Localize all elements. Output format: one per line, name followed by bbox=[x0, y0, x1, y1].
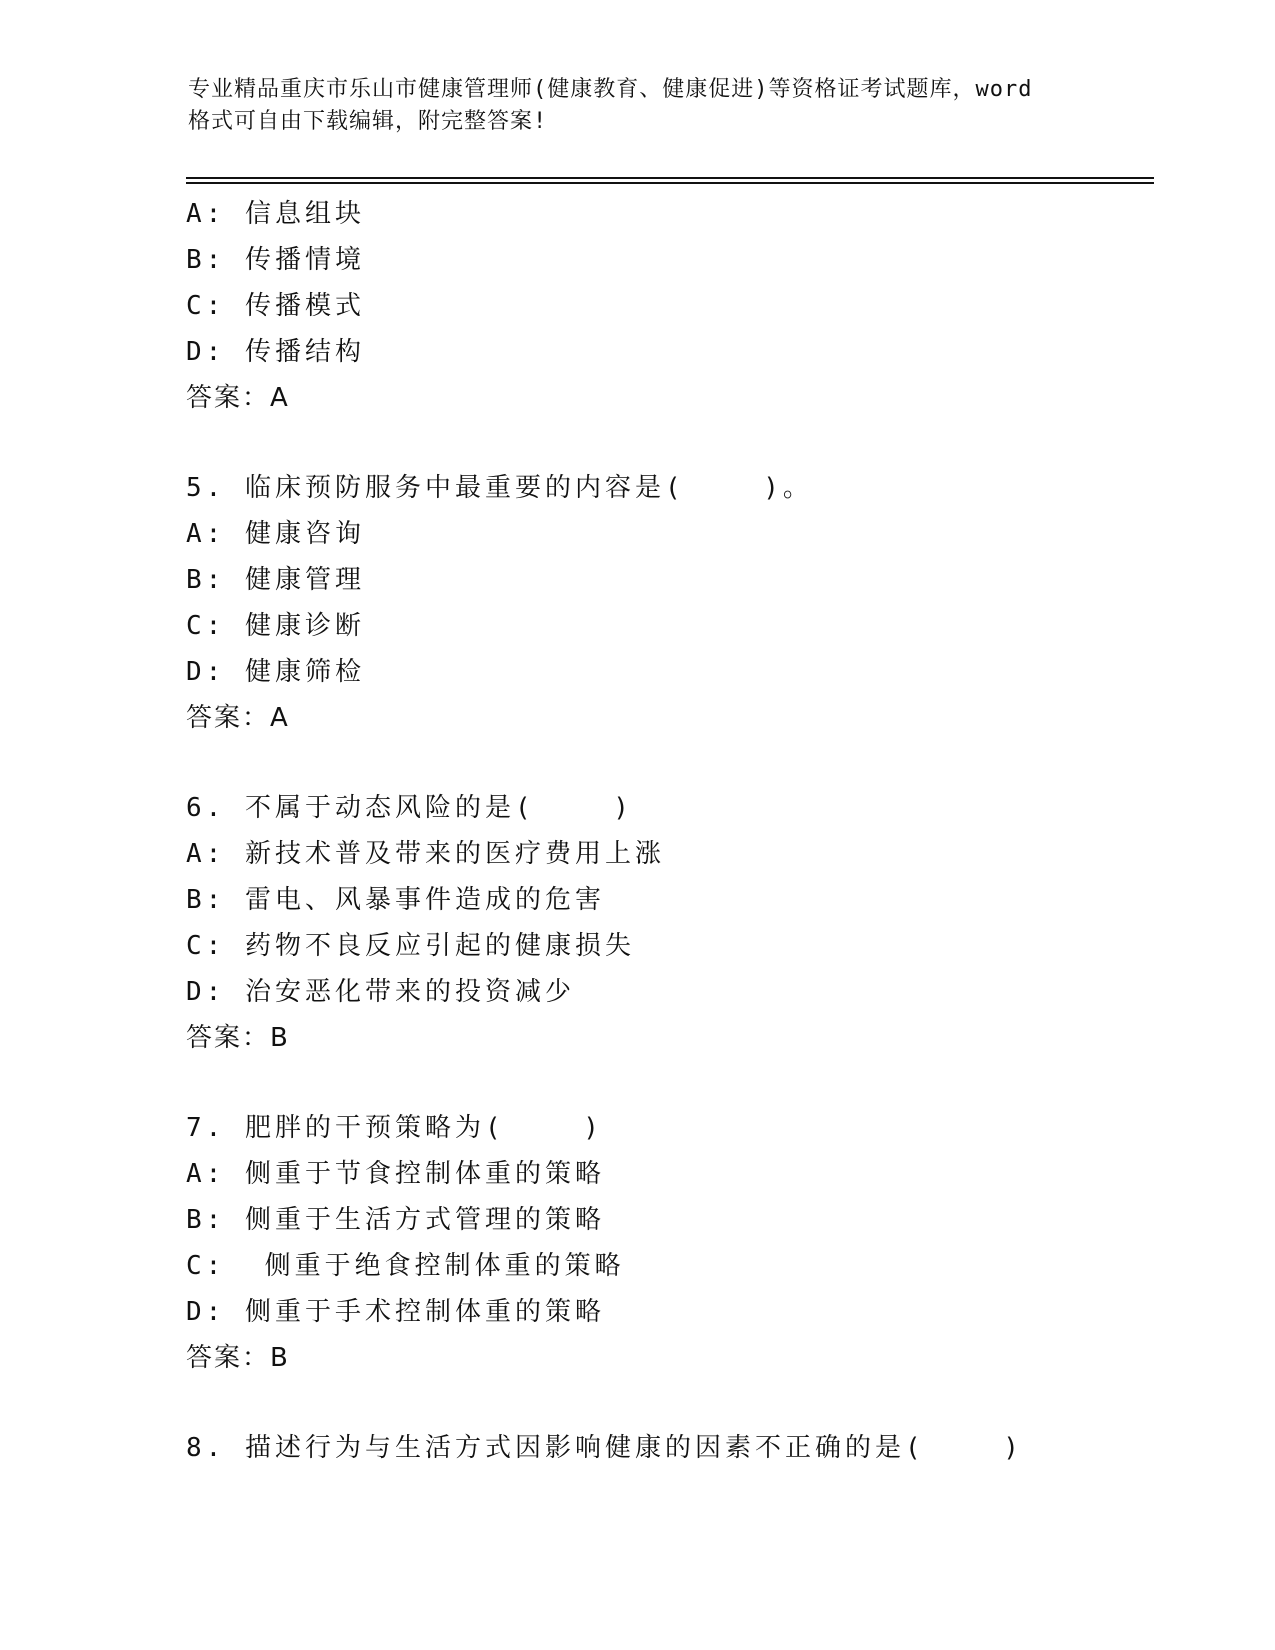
question-block-6 bbox=[186, 785, 1146, 1061]
option-b: B: 侧重于生活方式管理的策略 bbox=[186, 1205, 605, 1235]
option-c: C: 健康诊断 bbox=[186, 611, 365, 641]
header-line-1: 专业精品重庆市乐山市健康管理师(健康教育、健康促进)等资格证考试题库，word bbox=[188, 77, 1033, 102]
question-block-4 bbox=[186, 191, 1146, 421]
option-b: B: 传播情境 bbox=[186, 245, 365, 275]
option-a: A: 健康咨询 bbox=[186, 519, 365, 549]
option-c: C: 传播模式 bbox=[186, 291, 365, 321]
option-a: A: 新技术普及带来的医疗费用上涨 bbox=[186, 839, 665, 869]
option-a: A: 信息组块 bbox=[186, 199, 365, 229]
question-block-8 bbox=[186, 1425, 1146, 1471]
answer-line: 答案：B bbox=[186, 1023, 290, 1053]
question-list bbox=[186, 191, 1146, 1471]
option-d: D: 健康筛检 bbox=[186, 657, 365, 687]
option-c: C: 药物不良反应引起的健康损失 bbox=[186, 931, 635, 961]
header-rule-top bbox=[186, 177, 1154, 179]
question-block-5 bbox=[186, 465, 1146, 741]
option-b: B: 雷电、风暴事件造成的危害 bbox=[186, 885, 605, 915]
question-text: 6. 不属于动态风险的是( ) bbox=[186, 793, 633, 823]
option-d: D: 侧重于手术控制体重的策略 bbox=[186, 1297, 605, 1327]
option-d: D: 传播结构 bbox=[186, 337, 365, 367]
question-block-7 bbox=[186, 1105, 1146, 1381]
page-header bbox=[188, 74, 1088, 138]
option-a: A: 侧重于节食控制体重的策略 bbox=[186, 1159, 605, 1189]
answer-line: 答案：A bbox=[186, 383, 290, 413]
answer-line: 答案：A bbox=[186, 703, 290, 733]
option-b: B: 健康管理 bbox=[186, 565, 365, 595]
header-rule-bottom bbox=[186, 182, 1154, 184]
question-text: 5. 临床预防服务中最重要的内容是( )。 bbox=[186, 473, 813, 503]
option-d: D: 治安恶化带来的投资减少 bbox=[186, 977, 575, 1007]
header-line-2: 格式可自由下载编辑，附完整答案! bbox=[188, 109, 548, 134]
question-text: 7. 肥胖的干预策略为( ) bbox=[186, 1113, 603, 1143]
option-c: C: 侧重于绝食控制体重的策略 bbox=[186, 1251, 625, 1281]
question-text: 8. 描述行为与生活方式因影响健康的因素不正确的是( ) bbox=[186, 1433, 1023, 1463]
answer-line: 答案：B bbox=[186, 1343, 290, 1373]
